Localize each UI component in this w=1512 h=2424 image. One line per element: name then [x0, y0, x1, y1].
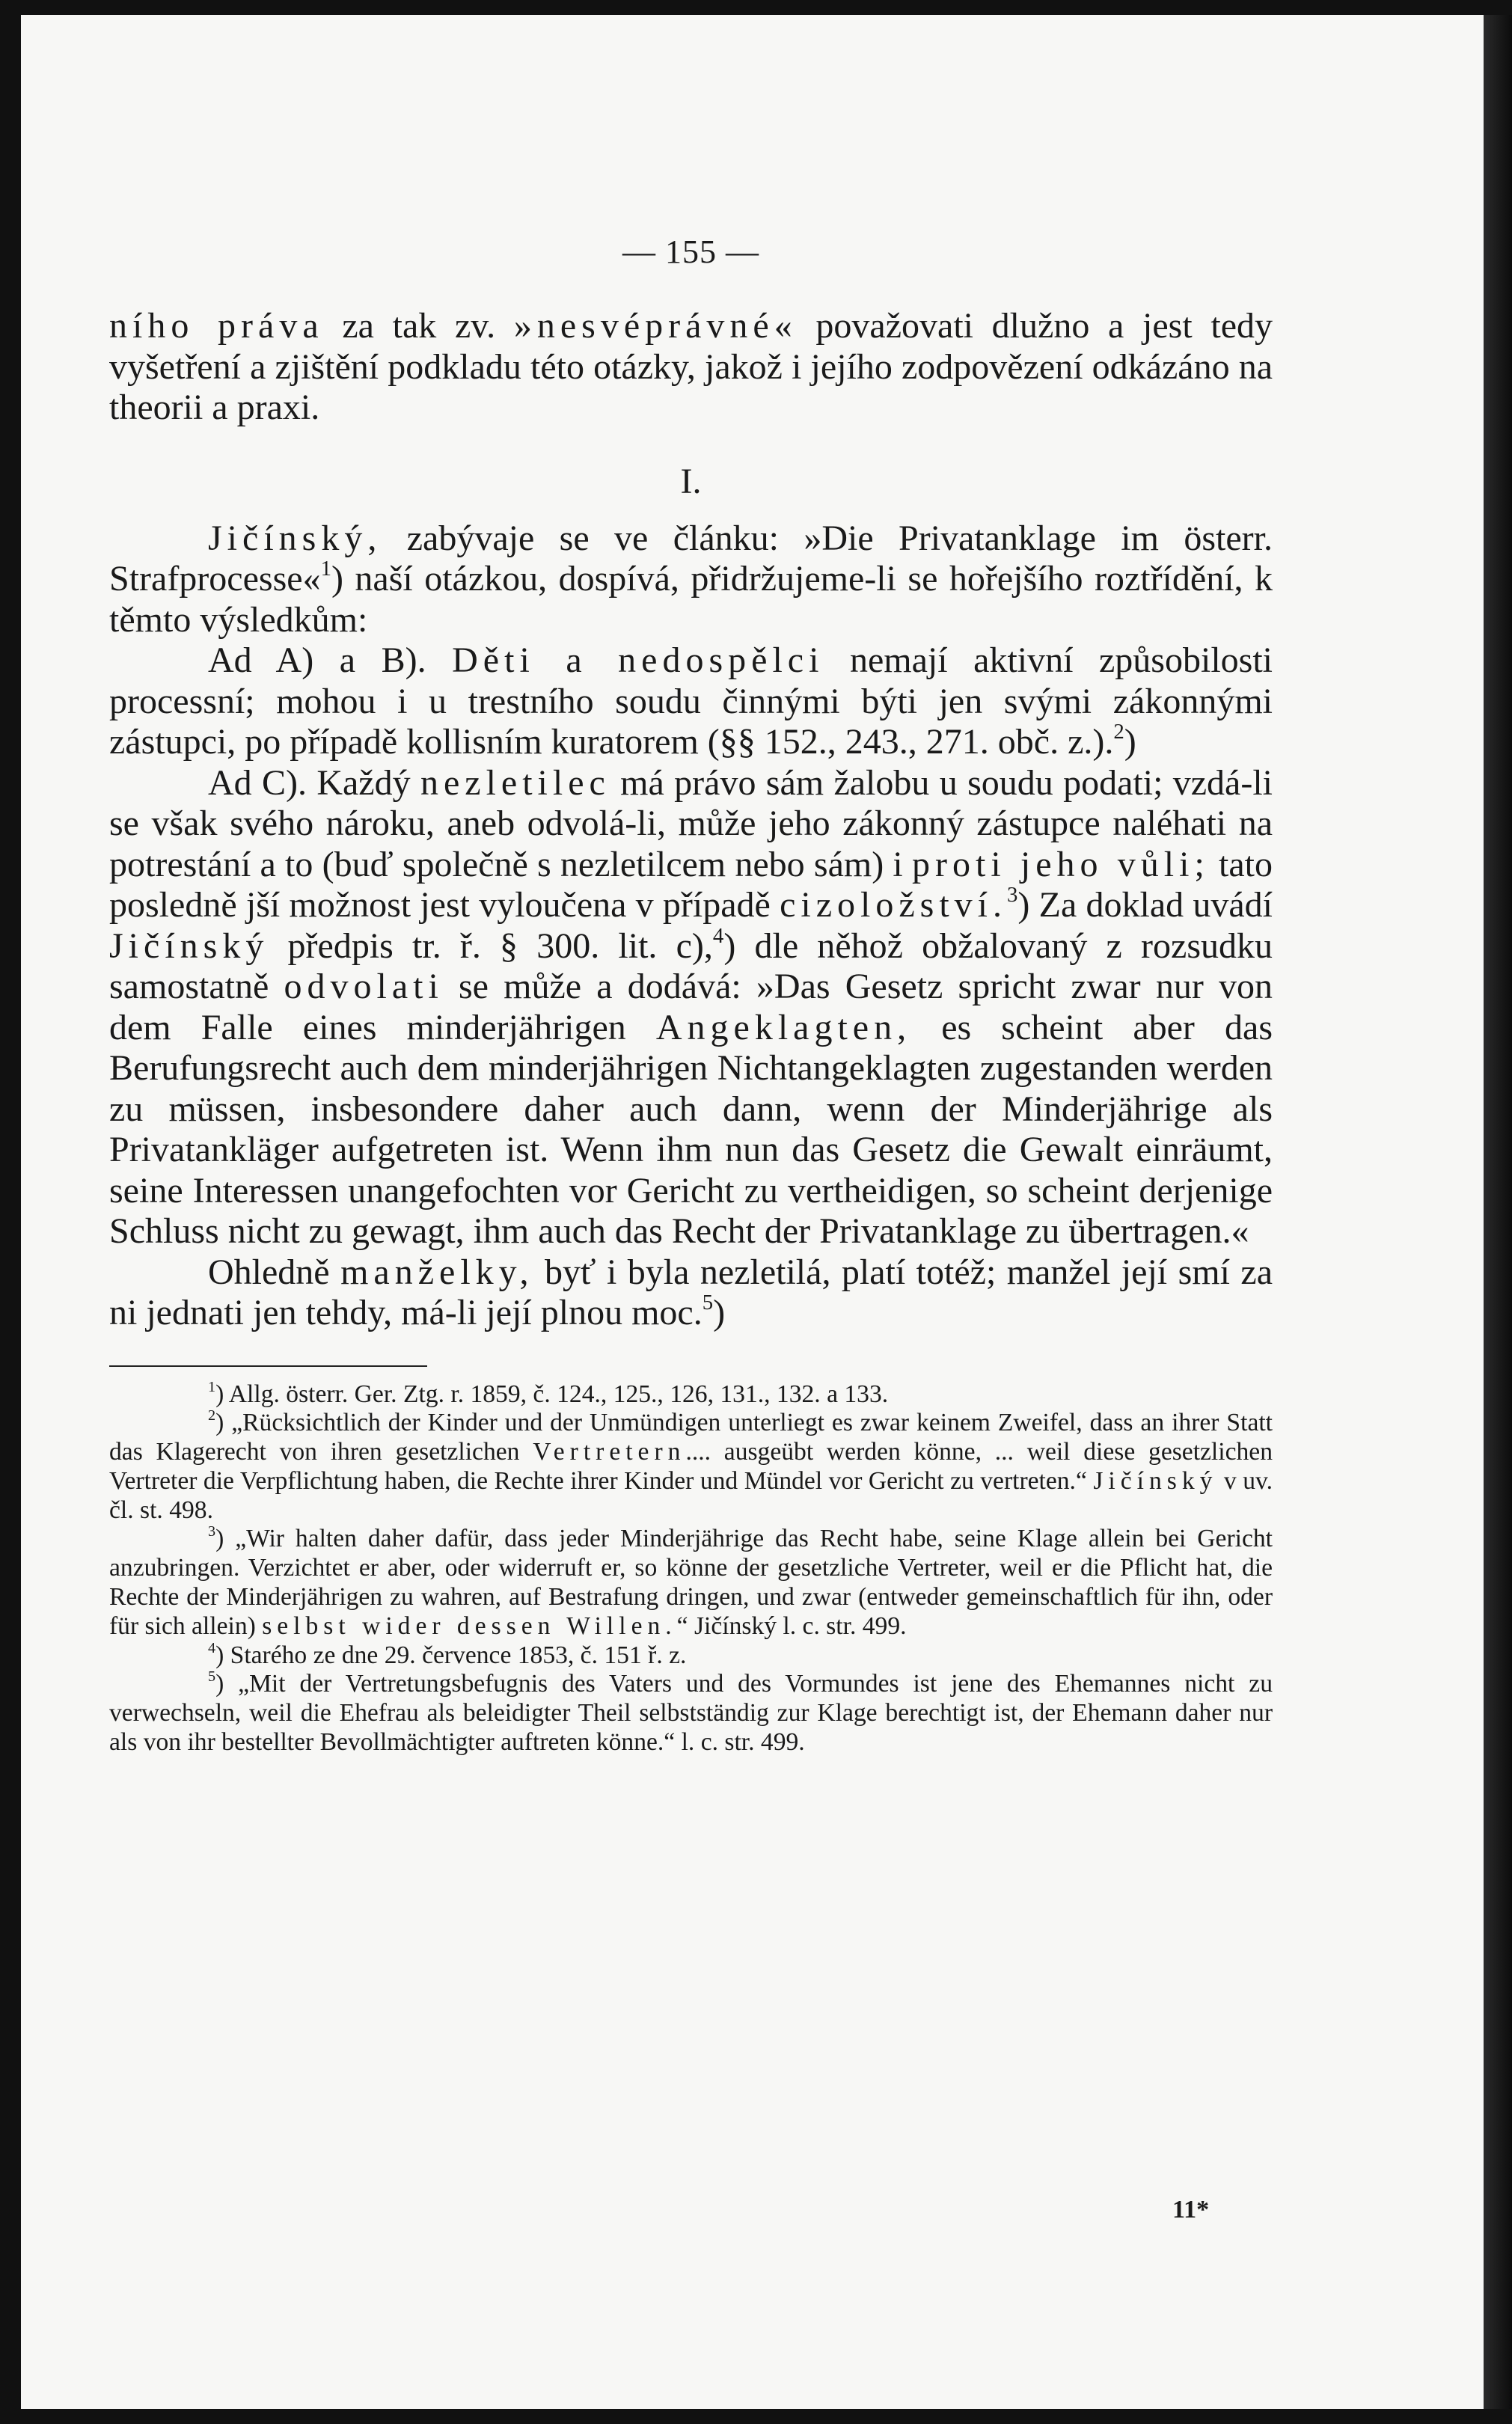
- paragraph-ad-c: Ad C). Každý nezletilec má právo sám žalobu u soudu podati; vzdá-li se však svého nároku, aneb odvolá-li, může jeho zákonný zástupce naléhati na potrestání a to (buď společně s nezletilcem nebo sám) i proti jeho vůli; tato posledně jší možnost jest vyloučena v případě cizoložství.$^3$) Za doklad uvádí Jičínský předpis tr. ř. § 300. lit. c),$^4$) dle něhož obžalovaný z rozsudku samostatně odvolati se může a dodává: »Das Gesetz spricht zwar nur von dem Falle eines minderjährigen Angeklagten, es scheint aber das Berufungsrecht auch dem minderjährigen Nichtangeklagten zugestanden werden zu müssen, insbesondere daher auch dann, wenn der Minderjährige als Privatankläger aufgetreten ist. Wenn ihm nun das Gesetz die Gewalt einräumt, seine Interessen unangefochten vor Gericht zu vertheidigen, so scheint derjenige Schluss nicht zu gewagt, ihm auch das Recht der Privatanklage zu übertragen.«: [109, 762, 1273, 1251]
- footnote-mark: 5: [208, 1668, 216, 1686]
- emphasis: proti jeho vůli;: [912, 844, 1210, 884]
- scanned-page: [21, 15, 1484, 2409]
- paragraph-manzelky: Ohledně manželky, byť i byla nezletilá, platí totéž; manžel její smí za ni jednati jen tehdy, má-li její plnou moc.$^5$): [109, 1252, 1273, 1332]
- page-content: [109, 228, 1273, 1757]
- footnote-mark: 4: [208, 1639, 216, 1656]
- footnote-ref: 4: [712, 923, 724, 948]
- scan-edge: [1484, 15, 1512, 2409]
- footnote-ref: 2: [1113, 719, 1124, 744]
- section-heading: I.: [680, 461, 702, 501]
- footnote-divider: [109, 1365, 427, 1367]
- footnote-ref: 3: [1007, 882, 1018, 907]
- sheet-signature: 11*: [1172, 2196, 1210, 2223]
- footnote-4: $^4$) Starého ze dne 29. července 1853, č. 151 ř. z.: [208, 1639, 687, 1669]
- emphasis: ního práva: [109, 306, 324, 346]
- footnote-ref: 5: [702, 1290, 714, 1314]
- author-name: Jičínský: [1093, 1466, 1218, 1495]
- footnotes: [109, 1380, 1273, 1757]
- footnote-mark: 3: [208, 1523, 216, 1540]
- author-name: Jičínský: [109, 925, 269, 966]
- footnote-mark: 2: [208, 1407, 216, 1424]
- paragraph-intro: ního práva za tak zv. »nesvéprávné« považovati dlužno a jest tedy vyšetření a zjištění podkladu této otázky, jakož i jejího zodpovězení odkázáno na theorii a praxi.: [109, 306, 1273, 427]
- emphasis: Vertretern: [533, 1438, 686, 1466]
- author-name: Jičínský,: [208, 518, 382, 558]
- footnote-mark: 1: [208, 1378, 216, 1395]
- emphasis: Angeklagten,: [655, 1007, 912, 1047]
- footnote-2: $^2$) „Rücksichtlich der Kinder und der Unmündigen unterliegt es zwar keinem Zweifel, dass an ihrer Statt das Klagerecht von ihren gesetzlichen Vertretern.... ausgeübt werden könne, ... weil diese gesetzlichen Vertreter die Verpflichtung haben, die Rechte ihrer Kinder und Mündel vor Gericht zu vertreten.“ Jičínský v uv. čl. st. 498.: [109, 1407, 1273, 1524]
- emphasis: odvolati: [284, 967, 444, 1006]
- emphasis: Děti a nedospělci: [452, 640, 824, 680]
- footnote-ref: 1: [320, 556, 331, 581]
- emphasis: »nesvéprávné«: [513, 306, 798, 346]
- emphasis: nezletilec: [420, 762, 610, 803]
- footnote-5: $^5$) „Mit der Vertretungsbefugnis des Vaters und des Vormundes ist jene des Ehemannes nicht zu verwechseln, weil die Ehefrau als beleidigter Theil selbstständig zur Klage berechtigt ist, der Ehemann daher nur als von ihr bestellter Bevollmächtigter auftreten könne.“ l. c. str. 499.: [109, 1668, 1273, 1757]
- emphasis: selbst wider dessen Willen.: [262, 1612, 677, 1640]
- footnote-3: $^3$) „Wir halten daher dafür, dass jeder Minderjährige das Recht habe, seine Klage allein bei Gericht anzubringen. Verzichtet er aber, oder widerruft er, so könne der gesetzliche Vertreter, weil er die Pflicht hat, die Rechte der Minderjährigen zu wahren, auf Bestrafung dringen, und zwar (entweder gemeinschaftlich für ihn, oder für sich allein) selbst wider dessen Willen.“ Jičínský l. c. str. 499.: [109, 1523, 1273, 1640]
- emphasis: manželky,: [340, 1252, 534, 1292]
- paragraph-ad-a-b: Ad A) a B). Děti a nedospělci nemají aktivní způsobilosti processní; mohou i u trestního soudu činnými býti jen svými zákonnými zástupci, po případě kollisním kuratorem (§§ 152., 243., 271. obč. z.).$^2$): [109, 640, 1273, 762]
- footnote-1: $^1$) Allg. österr. Ger. Ztg. r. 1859, č. 124., 125., 126, 131., 132. a 133.: [208, 1378, 889, 1408]
- page-number: — 155 —: [622, 233, 759, 270]
- emphasis: cizoložství.: [780, 885, 1008, 925]
- paragraph-jicinsky: Jičínský, zabývaje se ve článku: »Die Privatanklage im österr. Strafprocesse«$^1$) naší otázkou, dospívá, přidržujeme-li se hořejšího roztřídění, k těmto výsledkům:: [109, 518, 1273, 640]
